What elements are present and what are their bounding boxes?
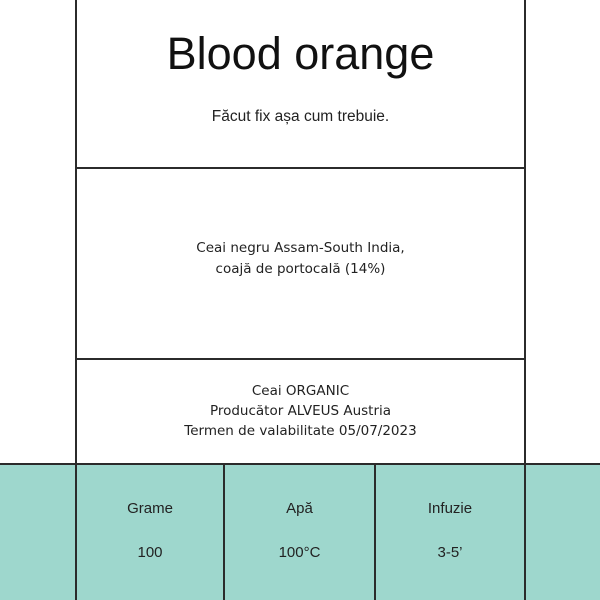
spec-value: 3-5’ bbox=[437, 544, 463, 561]
ingredients-line: coajă de portocală (14%) bbox=[215, 261, 386, 277]
organic-label: Ceai ORGANIC bbox=[251, 383, 350, 399]
spec-value: 100°C bbox=[278, 544, 321, 561]
product-info bbox=[77, 381, 524, 441]
spec-value: 100 bbox=[137, 544, 163, 561]
product-title: Blood orange bbox=[166, 28, 435, 79]
spec-label: Infuzie bbox=[427, 500, 473, 517]
spec-cell-water bbox=[225, 465, 374, 600]
section-divider-1 bbox=[75, 167, 526, 169]
spec-cell-infusion bbox=[376, 465, 524, 600]
section-divider-2 bbox=[75, 358, 526, 360]
product-tagline: Făcut fix așa cum trebuie. bbox=[211, 108, 390, 125]
spec-cell-weight bbox=[76, 465, 224, 600]
ingredients-text bbox=[77, 238, 524, 280]
producer-label: Producător ALVEUS Austria bbox=[209, 403, 392, 419]
right-border-line bbox=[524, 0, 526, 600]
spec-label: Grame bbox=[127, 500, 173, 517]
ingredients-line: Ceai negru Assam-South India, bbox=[196, 240, 405, 256]
expiry-label: Termen de valabilitate 05/07/2023 bbox=[184, 423, 417, 439]
spec-label: Apă bbox=[286, 500, 313, 517]
